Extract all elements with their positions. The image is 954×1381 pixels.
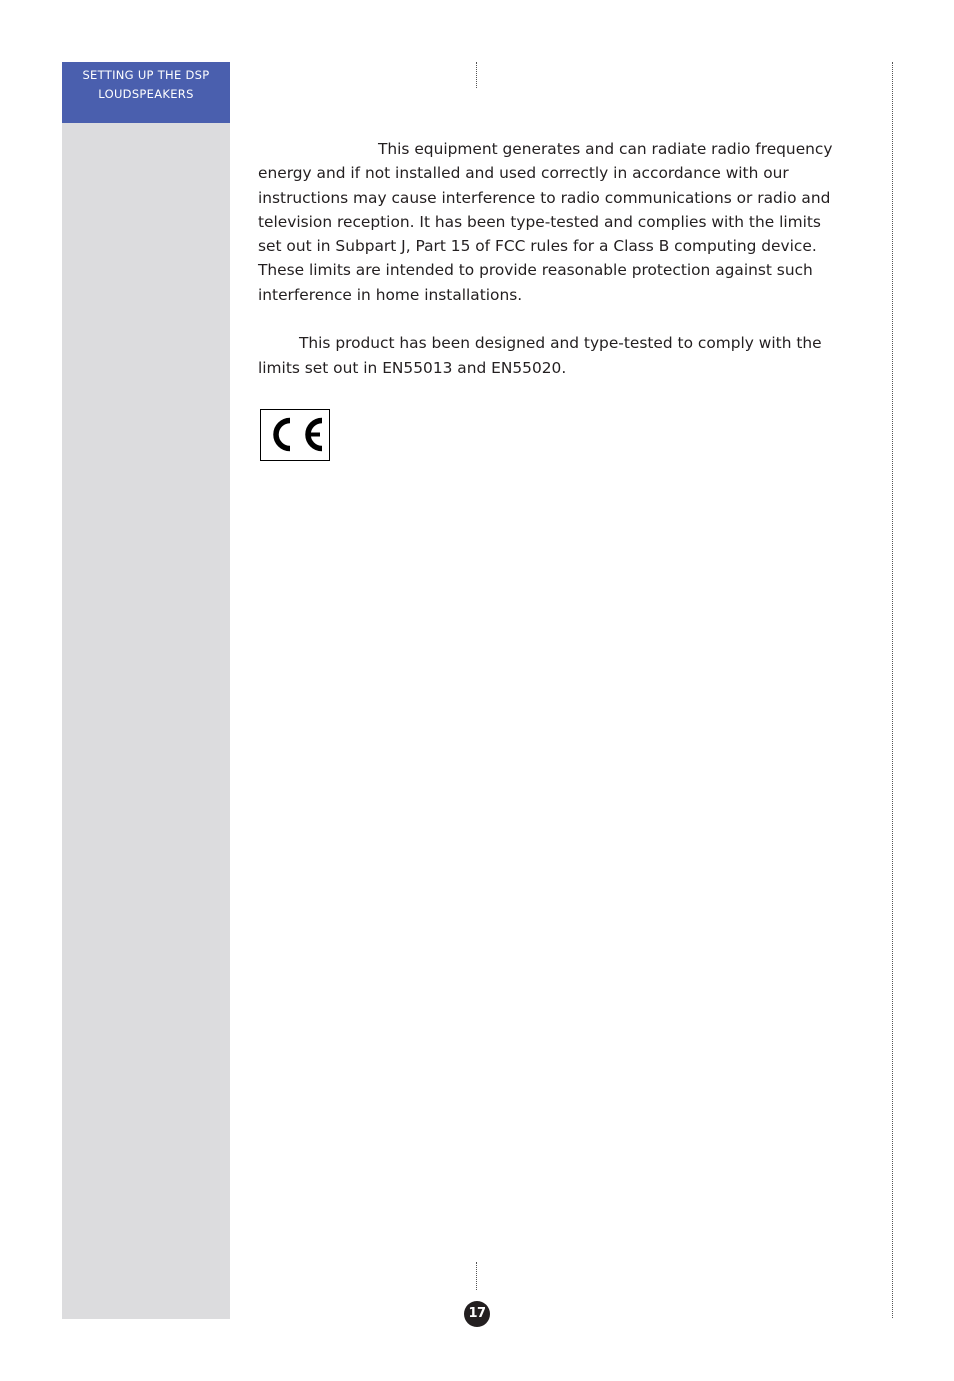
fcc-paragraph	[258, 137, 848, 307]
ce-mark-graphic	[261, 410, 328, 459]
main-content	[258, 137, 848, 404]
en-paragraph	[258, 331, 848, 380]
bottom-dotted-divider	[476, 1262, 477, 1290]
section-title-line1: SETTING UP THE DSP	[82, 68, 210, 82]
section-title-line2: LOUDSPEAKERS	[98, 87, 194, 101]
right-dotted-margin	[892, 62, 893, 1318]
sidebar	[62, 62, 230, 1319]
ce-mark-icon	[260, 409, 330, 461]
page-number: 17	[464, 1301, 490, 1327]
en-paragraph-text: This product has been designed and type-tested to comply with the limits set out in EN55013 and EN55020.	[258, 334, 822, 377]
section-tab	[62, 62, 230, 123]
fcc-paragraph-text: This equipment generates and can radiate radio frequency energy and if not installed and used correctly in accordance with our instructions may cause interference to radio communications or radio and television reception. It has been type-tested and complies with the limits set out in Subpart J, Part 15 of FCC rules for a Class B computing device. These limits are intended to provide reasonable protection against such interference in home installations.	[258, 140, 833, 304]
top-dotted-divider	[476, 62, 477, 88]
